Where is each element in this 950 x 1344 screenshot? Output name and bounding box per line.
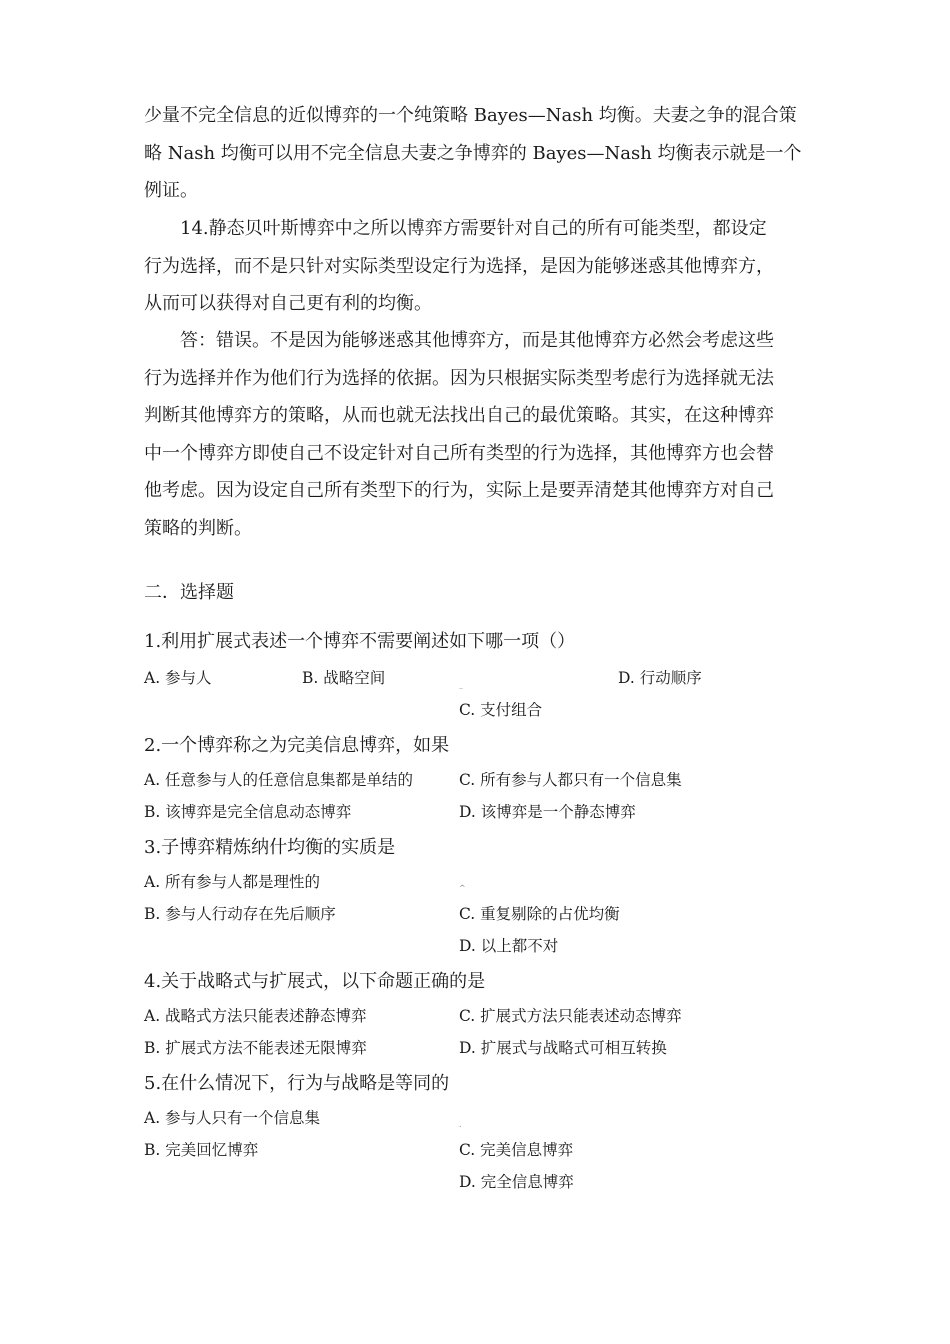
option-d: D. 该博弈是一个静态博弈 bbox=[459, 803, 636, 821]
option-b: B. 扩展式方法不能表述无限博弈 bbox=[144, 1039, 367, 1057]
paragraph-2 bbox=[144, 210, 806, 323]
option-c: C. 完美信息博弈 bbox=[459, 1141, 574, 1159]
text-line: 答：错误。不是因为能够迷惑其他博弈方，而是其他博弈方必然会考虑这些 bbox=[180, 330, 774, 351]
stray-mark: _ bbox=[459, 680, 463, 689]
option-c: C. 重复剔除的占优均衡 bbox=[459, 905, 620, 923]
text-line: 他考虑。因为设定自己所有类型下的行为，实际上是要弄清楚其他博弈方对自己 bbox=[144, 480, 774, 501]
option-a: A. 参与人 bbox=[144, 669, 212, 687]
option-c: C. 扩展式方法只能表述动态博弈 bbox=[459, 1007, 682, 1025]
option-d: D. 以上都不对 bbox=[459, 937, 559, 955]
text-line: 行为选择，而不是只针对实际类型设定行为选择，是因为能够迷惑其他博弈方， bbox=[144, 255, 774, 277]
question-5: 5.在什么情况下，行为与战略是等同的 bbox=[144, 1073, 450, 1094]
text-line: 判断其他博弈方的策略，从而也就无法找出自己的最优策略。其实，在这种博弈 bbox=[144, 405, 774, 426]
section-title: 二．选择题 bbox=[144, 582, 234, 603]
question-2: 2.一个博弈称之为完美信息博弈，如果 bbox=[144, 735, 450, 756]
question-4: 4.关于战略式与扩展式，以下命题正确的是 bbox=[144, 971, 486, 992]
option-a: A. 所有参与人都是理性的 bbox=[144, 873, 321, 891]
option-a: A. 战略式方法只能表述静态博弈 bbox=[144, 1007, 367, 1025]
question-3: 3.子博弈精炼纳什均衡的实质是 bbox=[144, 837, 396, 858]
option-b: B. 参与人行动存在先后顺序 bbox=[144, 905, 336, 923]
option-d: D. 完全信息博弈 bbox=[459, 1173, 574, 1191]
option-a: A. 参与人只有一个信息集 bbox=[144, 1109, 321, 1127]
paragraph-1 bbox=[144, 97, 806, 210]
text-line: 策略的判断。 bbox=[144, 517, 252, 539]
text-line: 例证。 bbox=[144, 180, 198, 201]
stray-mark: . bbox=[459, 1120, 462, 1129]
text-line: 少量不完全信息的近似博弈的一个纯策略 Bayes—Nash 均衡。夫妻之争的混合策 bbox=[144, 105, 797, 126]
option-c: C. 支付组合 bbox=[459, 701, 543, 719]
text-line: 14.静态贝叶斯博弈中之所以博弈方需要针对自己的所有可能类型，都设定 bbox=[180, 218, 767, 239]
option-d: D. 行动顺序 bbox=[618, 669, 702, 687]
paragraph-3-answer bbox=[144, 322, 806, 547]
text-line: 中一个博弈方即使自己不设定针对自己所有类型的行为选择，其他博弈方也会替 bbox=[144, 442, 774, 464]
text-line: 从而可以获得对自己更有利的均衡。 bbox=[144, 293, 432, 314]
option-b: B. 战略空间 bbox=[302, 669, 386, 687]
text-line: 略 Nash 均衡可以用不完全信息夫妻之争博弈的 Bayes—Nash 均衡表示就是一个 bbox=[144, 142, 802, 164]
text-line: 行为选择并作为他们行为选择的依据。因为只根据实际类型考虑行为选择就无法 bbox=[144, 367, 774, 389]
stray-mark: ^ bbox=[459, 884, 466, 893]
option-a: A. 任意参与人的任意信息集都是单结的 bbox=[144, 771, 414, 789]
option-c: C. 所有参与人都只有一个信息集 bbox=[459, 771, 682, 789]
question-1: 1.利用扩展式表述一个博弈不需要阐述如下哪一项（） bbox=[144, 631, 576, 652]
option-b: B. 该博弈是完全信息动态博弈 bbox=[144, 803, 352, 821]
option-d: D. 扩展式与战略式可相互转换 bbox=[459, 1039, 667, 1057]
option-b: B. 完美回忆博弈 bbox=[144, 1141, 259, 1159]
